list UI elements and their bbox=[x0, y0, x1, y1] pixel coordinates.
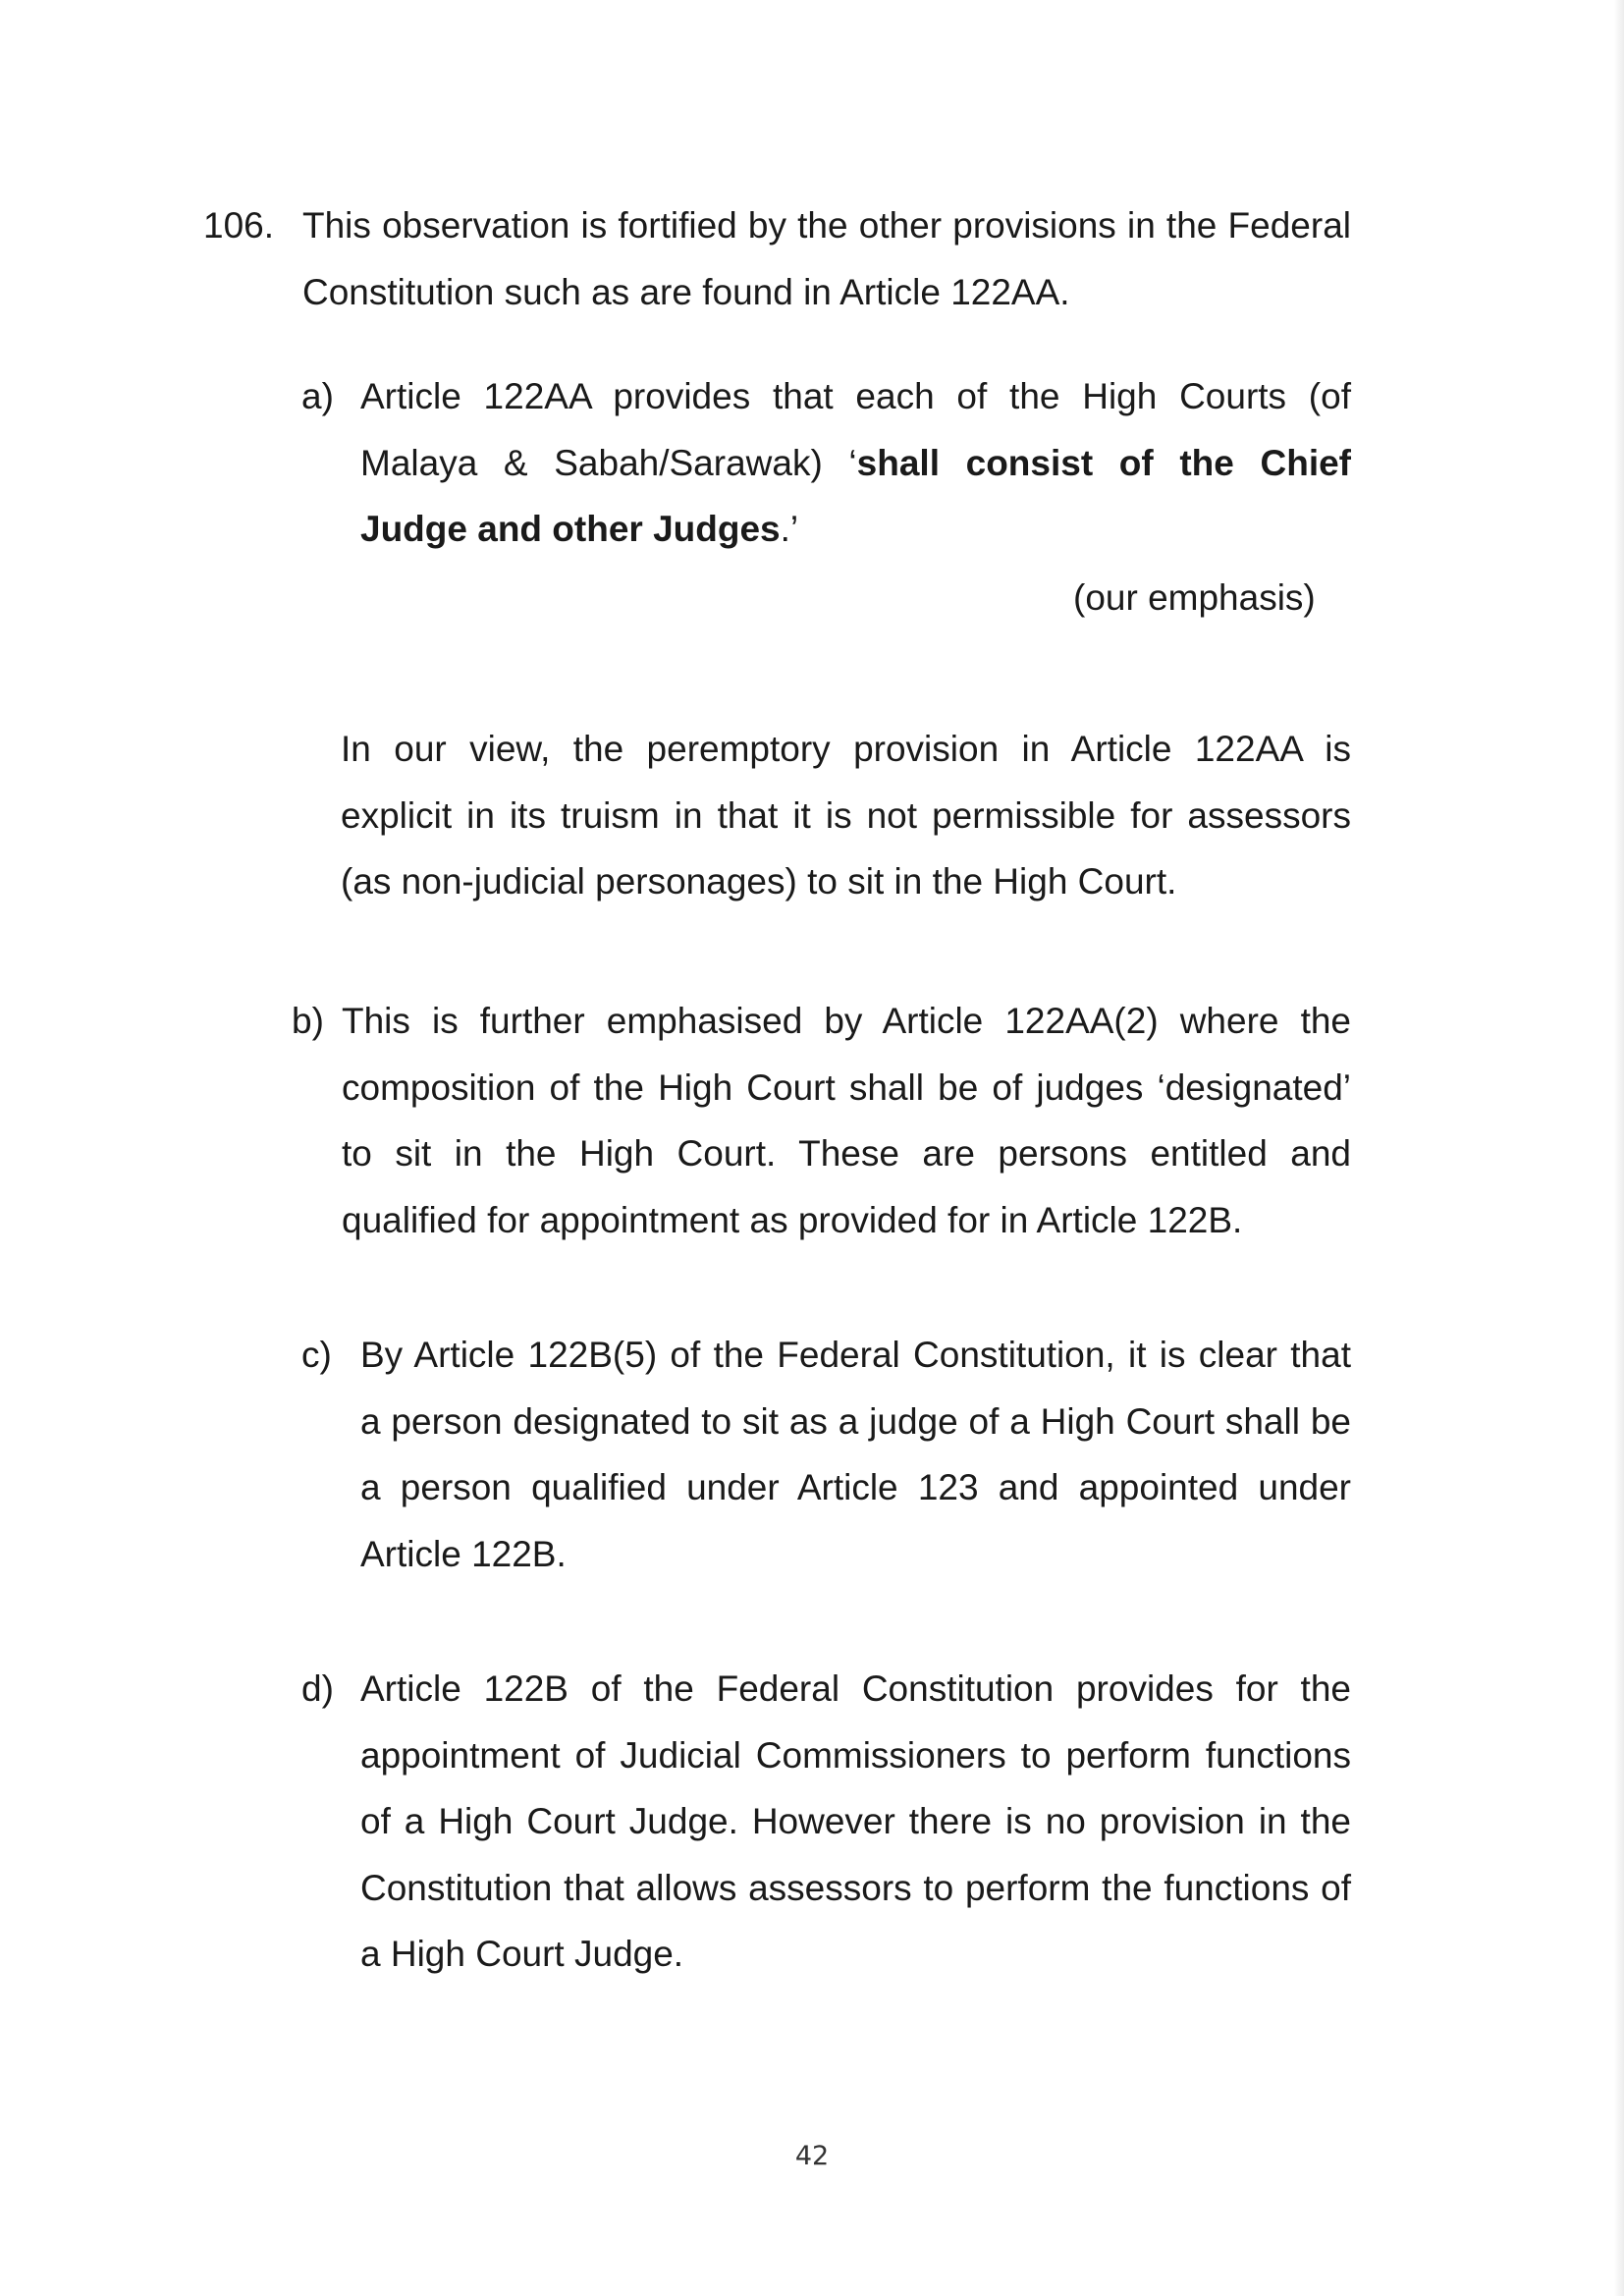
emphasis-note: (our emphasis) bbox=[1073, 577, 1316, 618]
list-item-label: c) bbox=[301, 1335, 332, 1375]
scan-edge-shadow bbox=[1614, 0, 1624, 2296]
list-item-label: b) bbox=[292, 1001, 324, 1041]
list-item-label: a) bbox=[301, 376, 334, 416]
list-item-label: d) bbox=[301, 1668, 334, 1709]
list-item-d-text: Article 122B of the Federal Constitution provides for the appointment of Judicial Commissioners to perform functions of a High Court Judge. However there is no provision in the Constitution that allows assessors to perform the functions of a High Court Judge. bbox=[360, 1668, 1351, 1974]
view-paragraph: In our view, the peremptory provision in Article 122AA is explicit in its truism in that it is not permissible for assessors (as non-judicial personages) to sit in the High Court. bbox=[341, 729, 1351, 902]
emphasized-quote: shall consist of the Chief Judge and other Judges bbox=[360, 442, 1351, 549]
list-item-b-text: This is further emphasised by Article 122AA(2) where the composition of the High Court shall be of judges ‘designated’ to sit in the High Court. These are persons entitled and qualified for appointment as provided for in Article 122B. bbox=[342, 1001, 1351, 1240]
list-item-a-text-plain: Article 122AA provides that each of the High Courts (of Malaya & Sabah/Sarawak) ‘ bbox=[360, 376, 1351, 483]
list-item-a-text-end: .’ bbox=[780, 509, 799, 549]
page-number: 42 bbox=[794, 2141, 830, 2171]
list-item-c-text: By Article 122B(5) of the Federal Constitution, it is clear that a person designated to sit as a judge of a High Court shall be a person qualified under Article 123 and appointed under Article 122B. bbox=[360, 1335, 1351, 1574]
paragraph-number: 106. bbox=[203, 205, 275, 246]
paragraph-106-text: This observation is fortified by the other provisions in the Federal Constitution such as are found in Article 122AA. bbox=[302, 205, 1351, 312]
list-item-a-text bbox=[360, 363, 1351, 563]
